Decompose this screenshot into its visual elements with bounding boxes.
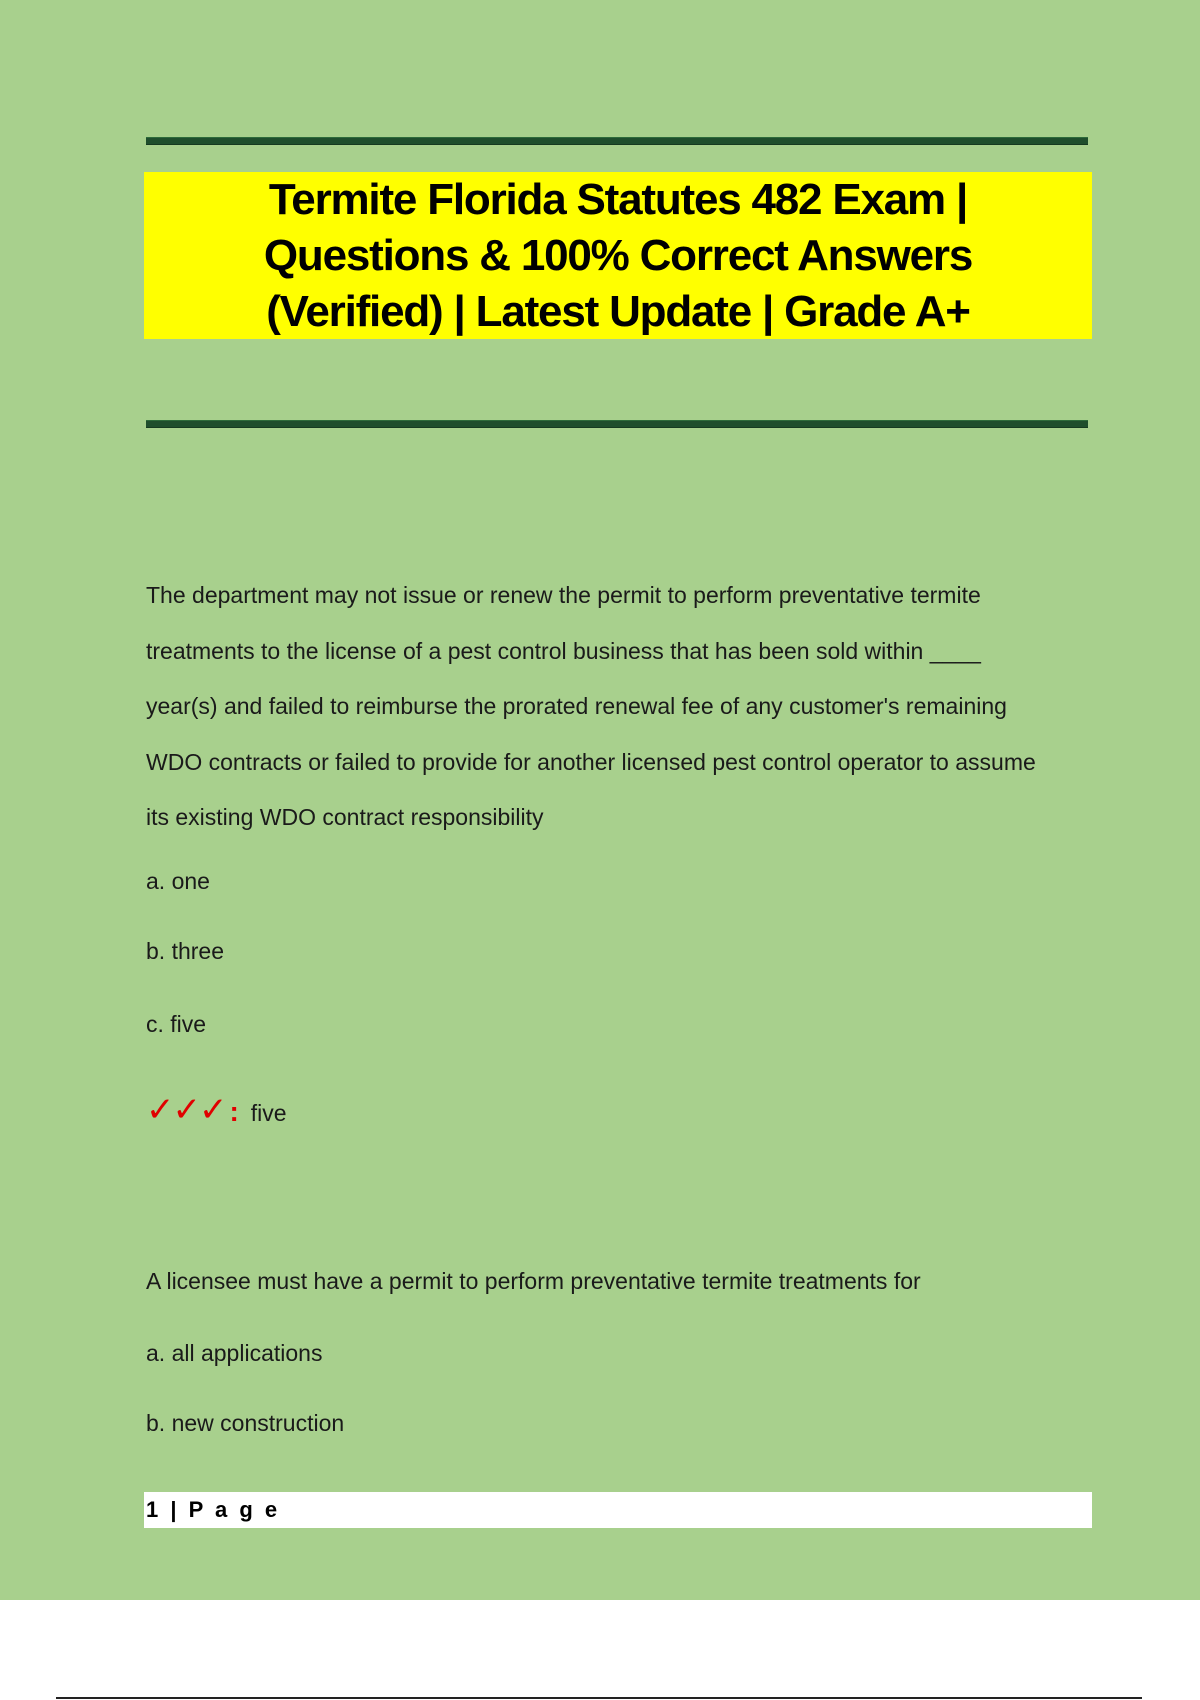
document-title: Termite Florida Statutes 482 Exam | Questions & 100% Correct Answers (Verified) | Latest Update | Grade A+ <box>263 174 973 336</box>
question-1-answer <box>146 1090 287 1130</box>
page-footer <box>144 1492 1092 1528</box>
question-2-option-b: b. new construction <box>146 1410 345 1436</box>
question-1-option-b: b. three <box>146 938 224 964</box>
question-2-text: A licensee must have a permit to perform preventative termite treatments for <box>146 1268 921 1294</box>
question-1-line: year(s) and failed to reimburse the prorated renewal fee of any customer's remaining <box>146 693 1007 719</box>
header-bottom-rule <box>146 420 1088 428</box>
question-1-option-c: c. five <box>146 1011 207 1037</box>
page-number: 1 | P a g e <box>146 1497 281 1522</box>
bottom-divider <box>56 1697 1142 1699</box>
answer-text: five <box>250 1100 287 1126</box>
question-1-line: its existing WDO contract responsibility <box>146 804 544 830</box>
question-1-line: treatments to the license of a pest control business that has been sold within ____ <box>146 637 981 664</box>
title-highlight <box>144 172 1092 339</box>
question-1-option-a: a. one <box>146 868 210 894</box>
check-marks-icon: ✓✓✓ <box>146 1090 226 1130</box>
question-2-option-a: a. all applications <box>146 1340 323 1366</box>
header-top-rule <box>146 137 1088 145</box>
question-1-text <box>146 568 1086 846</box>
question-1-line: WDO contracts or failed to provide for another licensed pest control operator to assume <box>146 748 1036 775</box>
answer-colon: : <box>229 1096 239 1127</box>
question-1-line: The department may not issue or renew the permit to perform preventative termite <box>146 582 981 608</box>
